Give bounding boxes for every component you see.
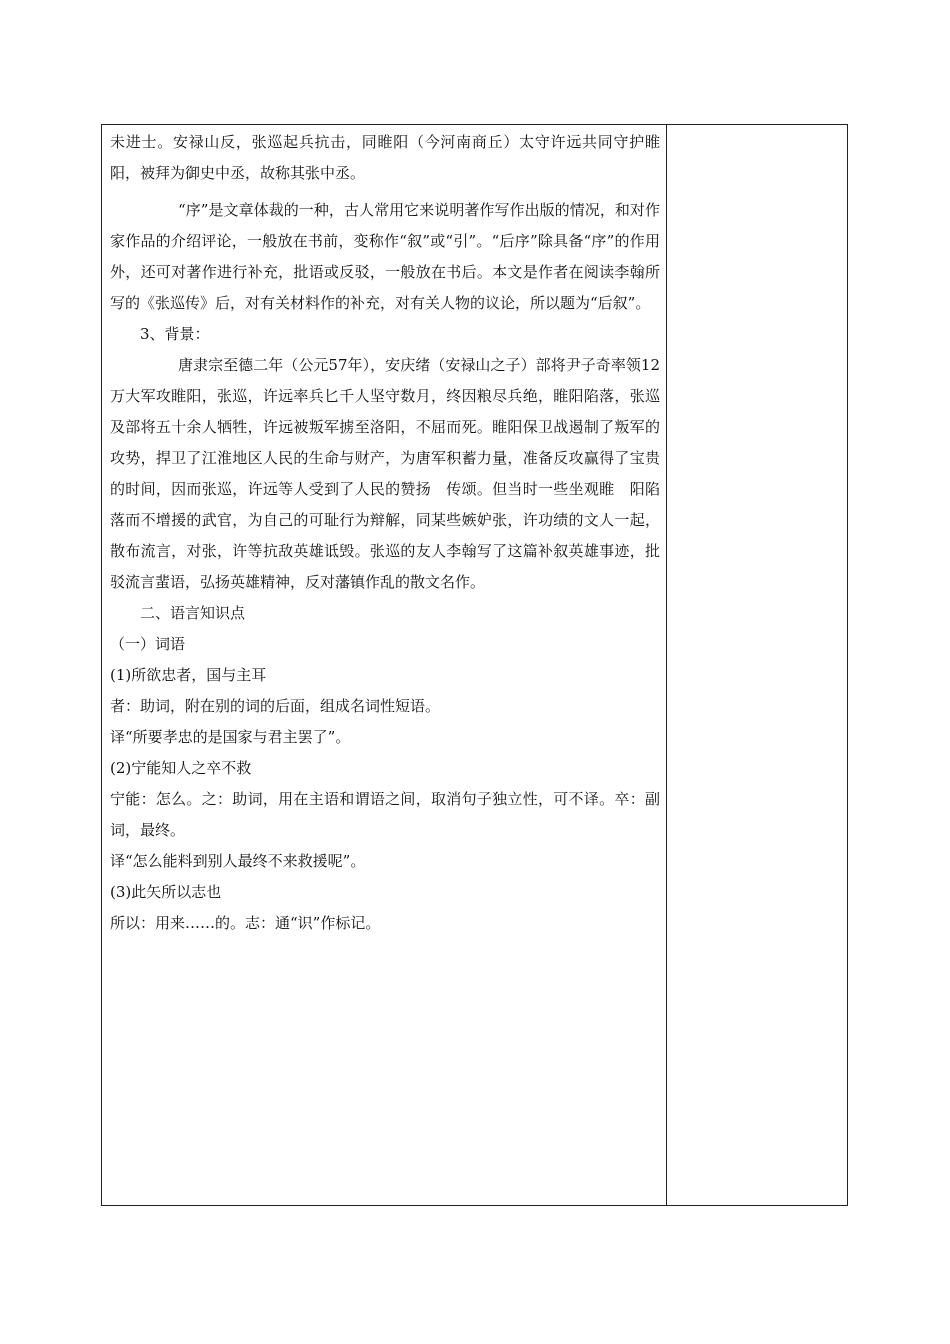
- column-divider: [666, 124, 667, 1206]
- example-2-sentence: (2)宁能知人之卒不救: [110, 759, 252, 777]
- example-1-note: 者：助词，附在别的词的后面，组成名词性短语。: [110, 697, 441, 715]
- subheading-words: （一）词语: [110, 635, 186, 653]
- paragraph-author-intro: 未进士。安禄山反，张巡起兵抗击，同睢阳（今河南商丘）太守许远共同守护睢阳，被拜为御史中丞，故称其张中丞。: [110, 133, 660, 182]
- example-2-translation: 译“怎么能料到别人最终不来救援呢”。: [110, 852, 366, 870]
- example-1-sentence: (1)所欲忠者，国与主耳: [110, 666, 267, 684]
- main-content-cell: [110, 124, 660, 939]
- example-3-sentence: (3)此矢所以志也: [110, 883, 222, 901]
- example-2-note: 宁能：怎么。之：助词，用在主语和谓语之间，取消句子独立性，可不译。卒：副词，最终。: [110, 790, 660, 839]
- heading-background: 3、背景：: [140, 325, 210, 343]
- paragraph-background: 唐隶宗至德二年（公元57年），安庆绪（安禄山之子）部将尹子奇率领12万大军攻睢阳，张巡，许远率兵匕千人坚守数月，终因粮尽兵绝，睢阳陷落，张巡及部将五十余人牺牲，许远被叛军掳至洛阳，不屈而死。睢阳保卫战遏制了叛军的攻势，捍卫了江淮地区人民的生命与财产，为唐军积蓄力量，准备反攻赢得了宝贵的时间，因而张巡，许远等人受到了人民的赞扬 传颂。但当时一些坐观睢 阳陷落而不增援的武官，为自己的可耻行为辩解，同某些嫉妒张，许功绩的文人一起，散布流言，对张，许等抗敌英雄诋毁。张巡的友人李翰写了这篇补叙英雄事迹，批驳流言蜚语，弘扬英雄精神，反对藩镇作乱的散文名作。: [110, 356, 660, 591]
- example-3-note: 所以：用来……的。志：通“识”作标记。: [110, 914, 381, 932]
- example-1-translation: 译“所要孝忠的是国家与君主罢了”。: [110, 728, 351, 746]
- paragraph-genre-explanation: “序”是文章体裁的一种，古人常用它来说明著作写作出版的情况，和对作家作品的介绍评论，一般放在书前，变称作“叙”或“引”。“后序”除具备“序”的作用外，还可对著作进行补充，批语或反驳，一般放在书后。本文是作者在阅读李翰所写的《张巡传》后，对有关材料作的补充，对有关人物的议论，所以题为“后叙”。: [110, 201, 660, 312]
- heading-language-points: 二、语言知识点: [140, 604, 246, 622]
